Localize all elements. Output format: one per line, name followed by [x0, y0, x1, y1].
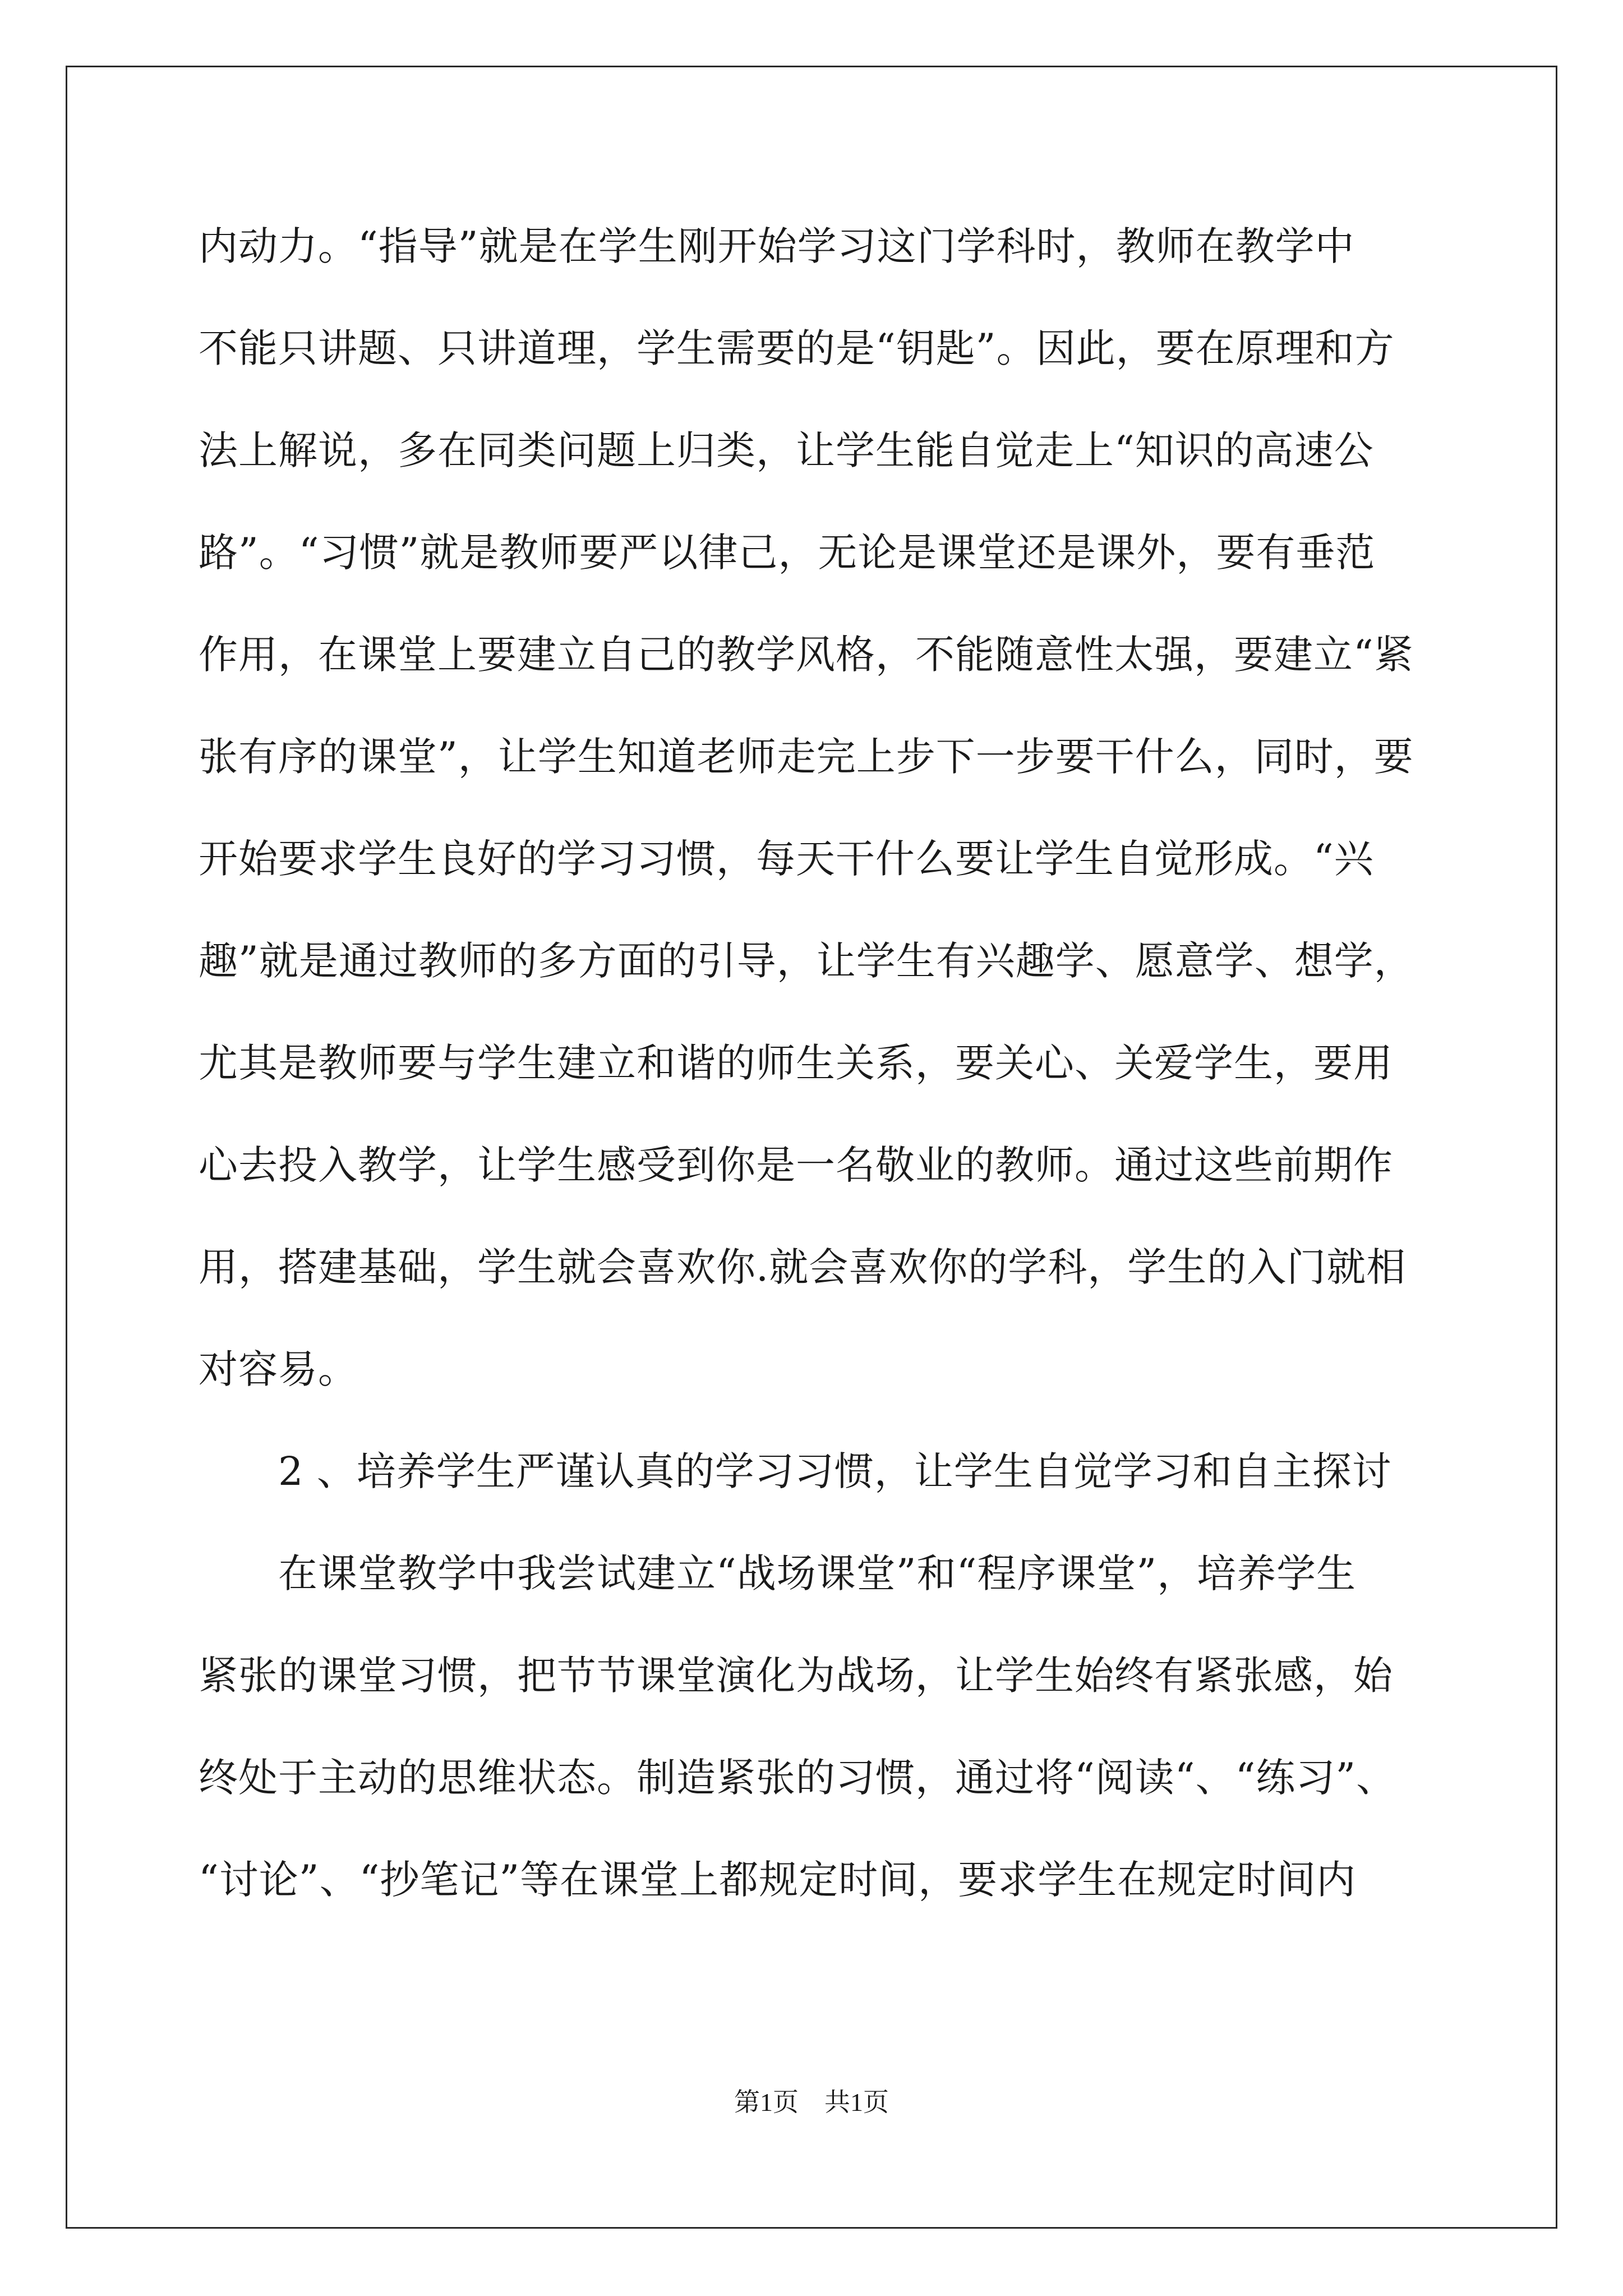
text-line: 心去投入教学，让学生感受到你是一名敬业的教师。通过这些前期作: [199, 1142, 1393, 1188]
text-line: 作用，在课堂上要建立自己的教学风格，不能随意性太强，要建立“紧: [199, 632, 1414, 678]
text-line: 内动力。“指导”就是在学生刚开始学习这门学科时，教师在教学中: [199, 223, 1355, 269]
text-line: 2 、培养学生严谨认真的学习习惯，让学生自觉学习和自主探讨: [199, 1448, 1392, 1494]
text-line: 在课堂教学中我尝试建立“战场课堂”和“程序课堂”，培养学生: [199, 1550, 1357, 1596]
text-line: 不能只讲题、只讲道理，学生需要的是“钥匙”。因此，要在原理和方: [199, 325, 1395, 371]
text-line: 开始要求学生良好的学习习惯，每天干什么要让学生自觉形成。“兴: [199, 836, 1374, 882]
text-line: 张有序的课堂”，让学生知道老师走完上步下一步要干什么，同时，要: [199, 734, 1414, 780]
text-line: 用，搭建基础，学生就会喜欢你.就会喜欢你的学科，学生的入门就相: [199, 1244, 1407, 1290]
text-line: “讨论”、“抄笔记”等在课堂上都规定时间，要求学生在规定时间内: [199, 1857, 1357, 1903]
text-line: 终处于主动的思维状态。制造紧张的习惯，通过将“阅读“、“练习”、: [199, 1755, 1396, 1801]
text-line: 尤其是教师要与学生建立和谐的师生关系，要关心、关爱学生，要用: [199, 1040, 1393, 1086]
text-line: 法上解说，多在同类问题上归类，让学生能自觉走上“知识的高速公: [199, 427, 1374, 473]
text-line: 趣”就是通过教师的多方面的引导，让学生有兴趣学、愿意学、想学，: [199, 938, 1414, 984]
text-line: 路”。“习惯”就是教师要严以律己，无论是课堂还是课外，要有垂范: [199, 530, 1376, 576]
page-number-footer: 第1页 共1页: [734, 2088, 889, 2116]
text-line: 紧张的课堂习惯，把节节课堂演化为战场，让学生始终有紧张感，始: [199, 1653, 1393, 1699]
text-line: 对容易。: [199, 1346, 358, 1392]
